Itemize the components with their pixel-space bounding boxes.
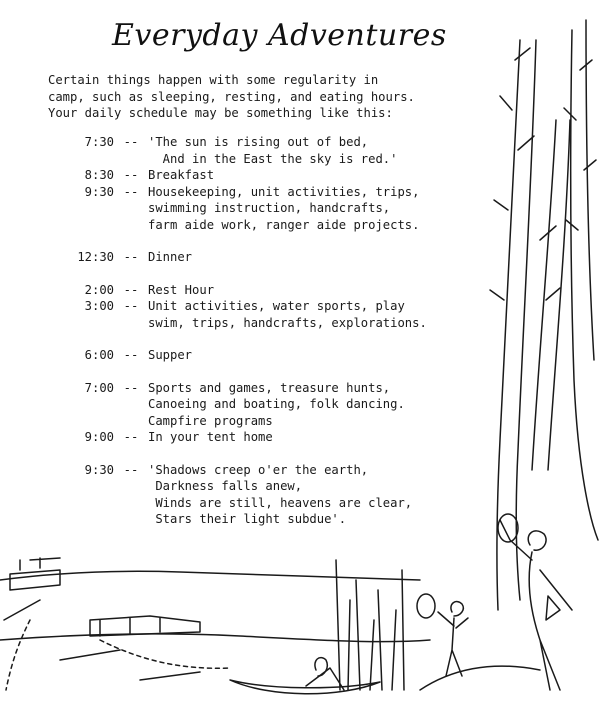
- schedule-time: 2:00: [84, 282, 114, 297]
- hikers: [417, 514, 572, 690]
- schedule-separator: --: [123, 462, 139, 477]
- schedule-time: 6:00: [84, 348, 114, 362]
- schedule-activity: Breakfast: [148, 168, 215, 182]
- schedule-gap: [66, 446, 427, 462]
- schedule-separator: --: [123, 135, 139, 149]
- schedule-entry: [66, 134, 427, 167]
- schedule-entry: [66, 380, 427, 430]
- schedule-time: 8:30: [84, 168, 114, 182]
- schedule-time: 7:00: [84, 380, 114, 395]
- schedule-time: 9:30: [84, 184, 114, 199]
- schedule-entry: [66, 282, 427, 299]
- schedule-time: 9:00: [84, 430, 114, 444]
- schedule-activity: Sports and games, treasure hunts, Canoeing and boating, folk dancing. Campfire programs: [148, 380, 405, 428]
- schedule-activity: Dinner: [148, 250, 193, 264]
- dock: [10, 558, 200, 636]
- schedule-separator: --: [123, 184, 139, 199]
- tree-trunks: [490, 20, 598, 610]
- schedule-entry: [66, 462, 427, 528]
- schedule-activity: Housekeeping, unit activities, trips, swimming instruction, handcrafts, farm aide work, ranger aide projects.: [148, 184, 420, 232]
- schedule-time: 9:30: [84, 462, 114, 477]
- schedule-entry: [66, 298, 427, 331]
- schedule-activity: In your tent home: [148, 430, 273, 444]
- schedule-time: 7:30: [84, 135, 114, 149]
- schedule-time: 3:00: [84, 299, 114, 313]
- schedule-entry: [66, 184, 427, 234]
- schedule-activity: Unit activities, water sports, play swim, trips, handcrafts, explorations.: [148, 299, 427, 330]
- schedule-entry: [66, 347, 427, 364]
- schedule-separator: --: [123, 380, 139, 395]
- schedule-time: 12:30: [77, 250, 114, 264]
- schedule-entry: [66, 429, 427, 446]
- schedule-separator: --: [123, 168, 139, 182]
- schedule-activity: 'Shadows creep o'er the earth, Darkness falls anew, Winds are still, heavens are clear, Stars their light subdue'.: [148, 462, 413, 526]
- schedule-separator: --: [123, 430, 139, 444]
- page-title: Everyday Adventures: [112, 18, 447, 53]
- schedule-gap: [66, 364, 427, 380]
- schedule-entry: [66, 167, 427, 184]
- schedule-gap: [66, 266, 427, 282]
- canoe: [230, 658, 380, 694]
- reeds: [336, 560, 404, 690]
- schedule-gap: [66, 233, 427, 249]
- schedule-gap: [66, 331, 427, 347]
- schedule-activity: 'The sun is rising out of bed, And in the East the sky is red.': [148, 135, 398, 166]
- schedule-entry: [66, 249, 427, 266]
- lake-and-shore: [0, 571, 430, 690]
- schedule-separator: --: [123, 299, 139, 313]
- daily-schedule: [66, 134, 427, 528]
- schedule-separator: --: [123, 348, 139, 362]
- schedule-activity: Rest Hour: [148, 282, 215, 297]
- schedule-activity: Supper: [148, 348, 193, 362]
- intro-paragraph: Certain things happen with some regularity in camp, such as sleeping, resting, and eating hours. Your daily schedule may be something like this:: [48, 73, 415, 120]
- schedule-separator: --: [123, 282, 139, 297]
- schedule-separator: --: [123, 250, 139, 264]
